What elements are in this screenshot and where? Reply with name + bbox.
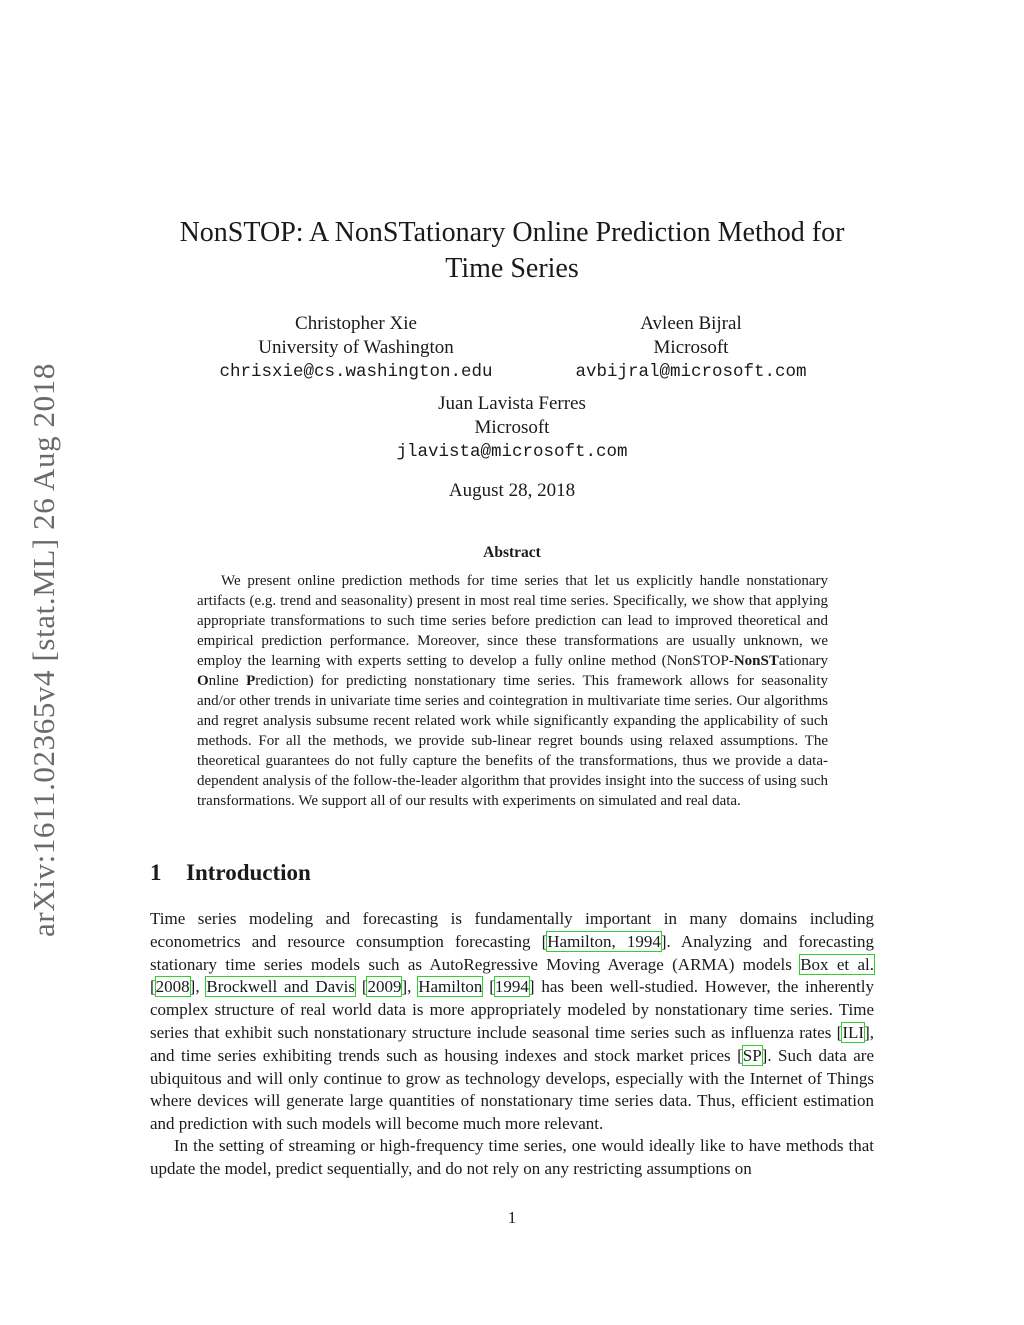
- citation-link[interactable]: 1994: [494, 977, 529, 997]
- citation-link[interactable]: 2008: [155, 977, 190, 997]
- title-line-1: NonSTOP: A NonSTationary Online Prediction Method for: [179, 217, 845, 248]
- author-email[interactable]: chrisxie@cs.washington.edu: [219, 362, 493, 382]
- citation-link[interactable]: Hamilton, 1994: [547, 931, 661, 951]
- arxiv-id: arXiv:1611.02365v4 [stat.ML] 26 Aug 2018: [26, 363, 61, 937]
- author-affiliation: Microsoft: [474, 417, 550, 438]
- author-name: Juan Lavista Ferres: [438, 393, 586, 414]
- author-email[interactable]: avbijral@microsoft.com: [575, 362, 807, 382]
- title-line-2: Time Series: [445, 253, 579, 284]
- paper-title: [150, 215, 874, 287]
- arxiv-sidebar-stamp: [28, 340, 60, 960]
- author-affiliation: Microsoft: [653, 337, 729, 358]
- section-heading: [150, 860, 311, 886]
- author-affiliation: University of Washington: [258, 337, 454, 358]
- author-name: Avleen Bijral: [640, 313, 742, 334]
- abstract-text: We present online prediction methods for time series that let us explicitly handle nonstationary artifacts (e.g. trend and seasonality) present in most real time series. Specifically, we show that applying appropriate transformations to such time series before prediction can lead to improved theoretical and empirical prediction performance. Moreover, since these transformations are usually unknown, we employ the learning with experts setting to develop a fully online method (NonSTOP-NonSTationary Online Prediction) for predicting nonstationary time series. This framework allows for seasonality and/or other trends in univariate time series and cointegration in multivariate time series. Our algorithms and regret analysis subsume recent related work while significantly expanding the applicability of such methods. For all the methods, we provide sub-linear regret bounds using relaxed assumptions. The theoretical guarantees do not fully capture the benefits of the transformations, thus we provide a data-dependent analysis of the follow-the-leader algorithm that provides insight into the success of using such transformations. We support all of our results with experiments on simulated and real data.: [197, 573, 828, 809]
- author-block-1: [196, 312, 516, 384]
- intro-paragraph-1: Time series modeling and forecasting is fundamentally important in many domains including econometrics and resource consumption forecasting [Hamilton, 1994]. Analyzing and forecasting stationary time series models such as AutoRegressive Moving Average (ARMA) models Box et al. [2008], Brockwell and Davis [2009], Hamilton [1994] has been well-studied. However, the inherently complex structure of real world data is more appropriately modeled by nonstationary time series. Time series that exhibit such nonstationary structure include seasonal time series such as influenza rates [ILI], and time series exhibiting trends such as housing indexes and stock market prices [SP]. Such data are ubiquitous and will only continue to grow as technology develops, especially with the Internet of Things where devices will generate large quantities of nonstationary time series data. Thus, efficient estimation and prediction with such models will become much more relevant.: [150, 909, 874, 1134]
- author-block-3: [362, 392, 662, 464]
- author-name: Christopher Xie: [295, 313, 417, 334]
- citation-link[interactable]: 2009: [367, 977, 402, 997]
- author-block-2: [546, 312, 836, 384]
- abstract-heading: Abstract: [483, 544, 541, 561]
- author-email[interactable]: jlavista@microsoft.com: [396, 442, 628, 462]
- paper-date: August 28, 2018: [448, 480, 576, 501]
- section-number: 1: [150, 860, 162, 885]
- citation-link[interactable]: Brockwell and Davis: [206, 977, 356, 997]
- page-number: 1: [507, 1208, 517, 1227]
- citation-link[interactable]: Hamilton: [418, 977, 483, 997]
- citation-link[interactable]: Box et al.: [800, 954, 874, 974]
- intro-paragraph-2: In the setting of streaming or high-frequency time series, one would ideally like to have methods that update the model, predict sequentially, and do not rely on any restricting assumptions on: [150, 1136, 874, 1178]
- citation-link[interactable]: SP: [742, 1045, 762, 1065]
- citation-link[interactable]: ILI: [842, 1022, 865, 1042]
- section-title: Introduction: [186, 860, 311, 885]
